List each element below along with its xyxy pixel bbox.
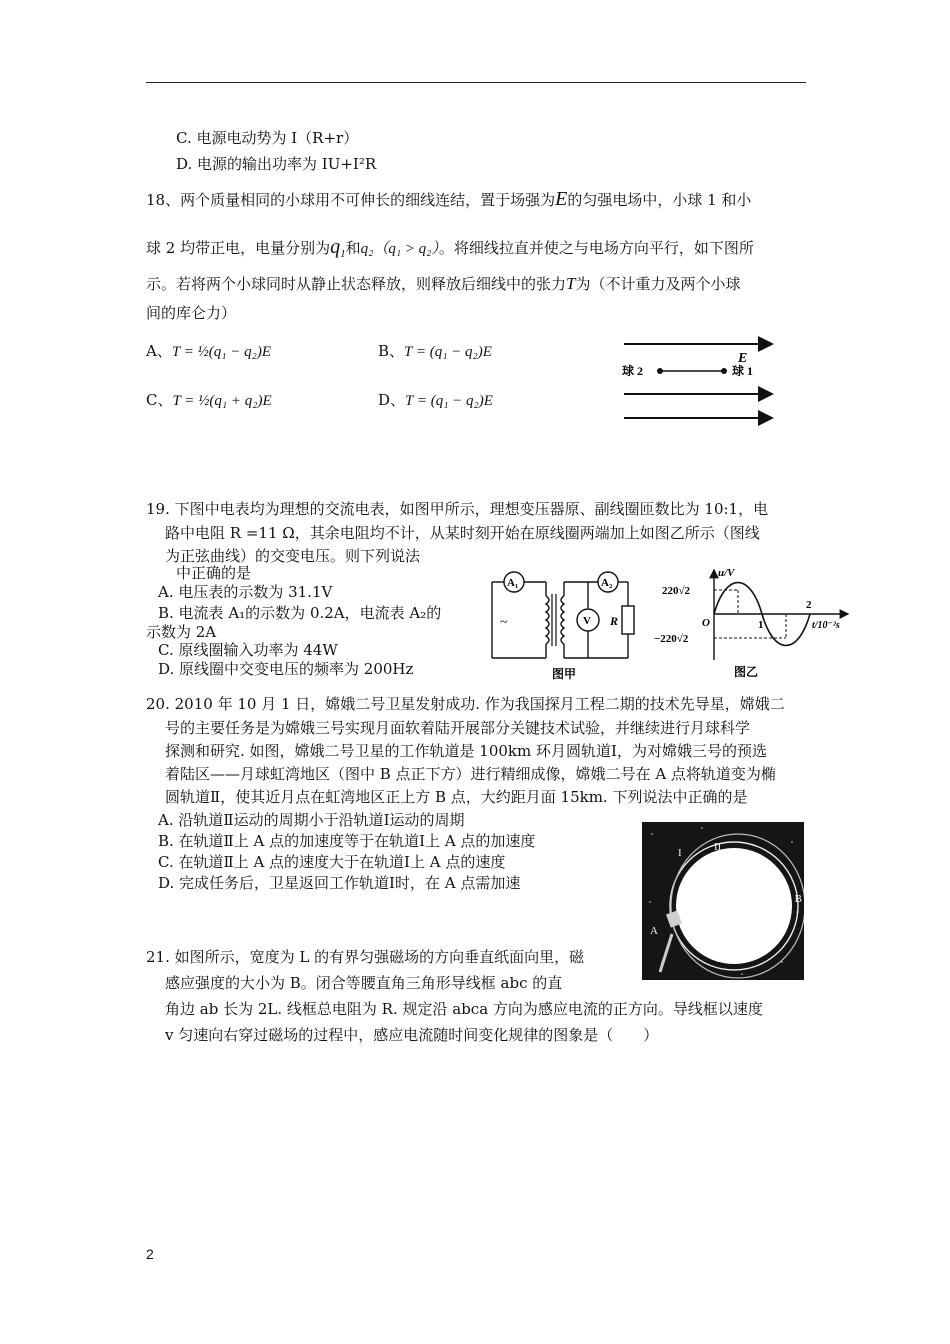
q18-option-c-formula: T = ½(q₁ + q₂)E (172, 393, 272, 409)
q18-stem-line3 (146, 273, 741, 294)
q20-stem-line4: 着陆区——月球虹湾地区（图中 B 点正下方）进行精细成像，嫦娥二号在 A 点将轨道变为椭 (165, 765, 776, 783)
q18-text-2c: 。将细线拉直并使之与电场方向平行，如下图所 (438, 239, 754, 257)
q18-text-1b: 的匀强电场中，小球 1 和小 (567, 191, 752, 209)
q18-symbol-q2: q₂（q₁ > q₂） (360, 241, 439, 257)
ac-source-symbol: ~ (500, 615, 508, 630)
ammeter-a2-label: A₂ (601, 577, 613, 589)
q17-option-c: C. 电源电动势为 I（R+r） (176, 129, 359, 147)
q19-stem-line1: 19. 下图中电表均为理想的交流电表，如图甲所示，理想变压器原、副线圈匝数比为 10:1，电 (146, 500, 769, 518)
peak-value-label: 220√2 (662, 585, 691, 597)
page-number: 2 (146, 1246, 154, 1262)
q18-text-3b: 为（不计重力及两个小球 (575, 275, 741, 293)
q19-option-d: D. 原线圈中交变电压的频率为 200Hz (158, 660, 414, 678)
point-A-label: A (650, 925, 658, 937)
q20-stem-line2: 号的主要任务是为嫦娥三号实现月面软着陆开展部分关键技术试验，并继续进行月球科学 (165, 719, 751, 737)
q19-circuit-figure (484, 566, 644, 684)
header-rule (146, 82, 806, 83)
q18-stem-line1 (146, 188, 751, 211)
q18-option-b-formula: T = (q₁ − q₂)E (404, 344, 492, 360)
q21-stem-line3: 角边 ab 长为 2L. 线框总电阻为 R. 规定沿 abca 方向为感应电流的正方向。导线框以速度 (165, 1000, 763, 1018)
q19-option-b-line1: B. 电流表 A₁的示数为 0.2A，电流表 A₂的 (158, 604, 442, 622)
field-label-E: E (738, 351, 748, 366)
ball1-label: 球 1 (732, 364, 754, 378)
q18-symbol-E: E (555, 188, 568, 210)
q19-stem-line3: 为正弦曲线）的交变电压。则下列说法 (165, 547, 421, 565)
q19-option-c: C. 原线圈输入功率为 44W (158, 641, 338, 659)
q18-option-b (378, 340, 492, 361)
figure-yi-caption: 图乙 (734, 665, 759, 679)
q18-option-a-formula: T = ½(q₁ − q₂)E (171, 344, 271, 360)
ball1 (721, 368, 727, 374)
trough-value-label: −220√2 (654, 633, 689, 645)
orbit-I-label: I (678, 847, 682, 859)
tick-label-2: 2 (806, 599, 812, 611)
q18-symbol-q1: q (330, 236, 341, 258)
tick-label-1: 1 (758, 619, 764, 631)
q20-stem-line1: 20. 2010 年 10 月 1 日，嫦娥二号卫星发射成功. 作为我国探月工程二期的技术先导星，嫦娥二 (146, 695, 785, 713)
q19-voltage-graph (652, 564, 852, 688)
q20-option-b: B. 在轨道Ⅱ上 A 点的加速度等于在轨道Ⅰ上 A 点的加速度 (158, 832, 536, 850)
ball2-label: 球 2 (622, 364, 644, 378)
figure-jia-caption: 图甲 (552, 667, 577, 681)
q18-option-c (146, 389, 272, 410)
q20-option-c: C. 在轨道Ⅱ上 A 点的速度大于在轨道Ⅰ上 A 点的速度 (158, 853, 506, 871)
resistor-label: R (610, 614, 619, 628)
orbit-II-label: II (714, 841, 722, 853)
q19-stem-line2: 路中电阻 R =11 Ω，其余电阻均不计，从某时刻开始在原线圈两端加上如图乙所示（图线 (165, 524, 760, 542)
q18-field-figure (618, 322, 780, 444)
q18-option-b-label: B、 (378, 342, 405, 360)
resistor-r (622, 606, 634, 634)
ammeter-a1-label: A₁ (507, 577, 519, 589)
q21-stem-line4: v 匀速向右穿过磁场的过程中，感应电流随时间变化规律的图象是（ ） (165, 1026, 659, 1044)
q19-option-b-line2: 示数为 2A (146, 623, 217, 641)
t-axis-label: t/10⁻²s (812, 620, 840, 631)
q20-orbit-figure (642, 822, 804, 980)
q18-text-1a: 18、两个质量相同的小球用不可伸长的细线连结，置于场强为 (146, 191, 556, 209)
q21-stem-line2: 感应强度的大小为 B。闭合等腰直角三角形导线框 abc 的直 (165, 974, 563, 992)
q18-option-d-formula: T = (q₁ − q₂)E (405, 393, 493, 409)
point-B-label: B (794, 893, 802, 905)
q18-option-a-label: A、 (146, 342, 172, 360)
q19-option-a: A. 电压表的示数为 31.1V (158, 583, 333, 601)
q18-text-2b: 和 (345, 239, 361, 257)
secondary-coil (561, 596, 564, 644)
q17-option-d: D. 电源的输出功率为 IU+I²R (176, 155, 377, 173)
q18-symbol-T: T (566, 274, 576, 293)
q18-option-a (146, 340, 271, 361)
q20-option-d: D. 完成任务后，卫星返回工作轨道Ⅰ时，在 A 点需加速 (158, 874, 521, 892)
q18-text-2a: 球 2 均带正电，电量分别为 (146, 239, 331, 257)
q18-stem-line2: 球 2 均带正电，电量分别为$q_1$和q₂（q₁ > q₂）。将细线拉直并使之与电场方向平行，如下图所 (146, 236, 754, 260)
q18-text-3a: 示。若将两个小球同时从静止状态释放，则释放后细线中的张力 (146, 275, 567, 293)
q20-stem-line3: 探测和研究. 如图，嫦娥二号卫星的工作轨道是 100km 环月圆轨道Ⅰ，为对嫦娥三号的预选 (165, 742, 767, 760)
u-axis-label: u/V (718, 567, 735, 579)
voltmeter-label: V (583, 615, 591, 627)
q18-option-d-label: D、 (378, 391, 406, 409)
q20-option-a: A. 沿轨道Ⅱ运动的周期小于沿轨道Ⅰ运动的周期 (158, 811, 465, 829)
origin-label: O (702, 617, 710, 629)
q19-stem-line4: 中正确的是 (176, 564, 252, 582)
q21-stem-line1: 21. 如图所示，宽度为 L 的有界匀强磁场的方向垂直纸面向里，磁 (146, 948, 585, 966)
primary-coil (546, 596, 549, 644)
q18-option-c-label: C、 (146, 391, 173, 409)
q20-stem-line5: 圆轨道Ⅱ，使其近月点在虹湾地区正上方 B 点，大约距月面 15km. 下列说法中正确的是 (165, 788, 748, 806)
q18-stem-line4: 间的库仑力） (146, 304, 237, 322)
q18-option-d (378, 389, 493, 410)
moon (676, 848, 792, 964)
